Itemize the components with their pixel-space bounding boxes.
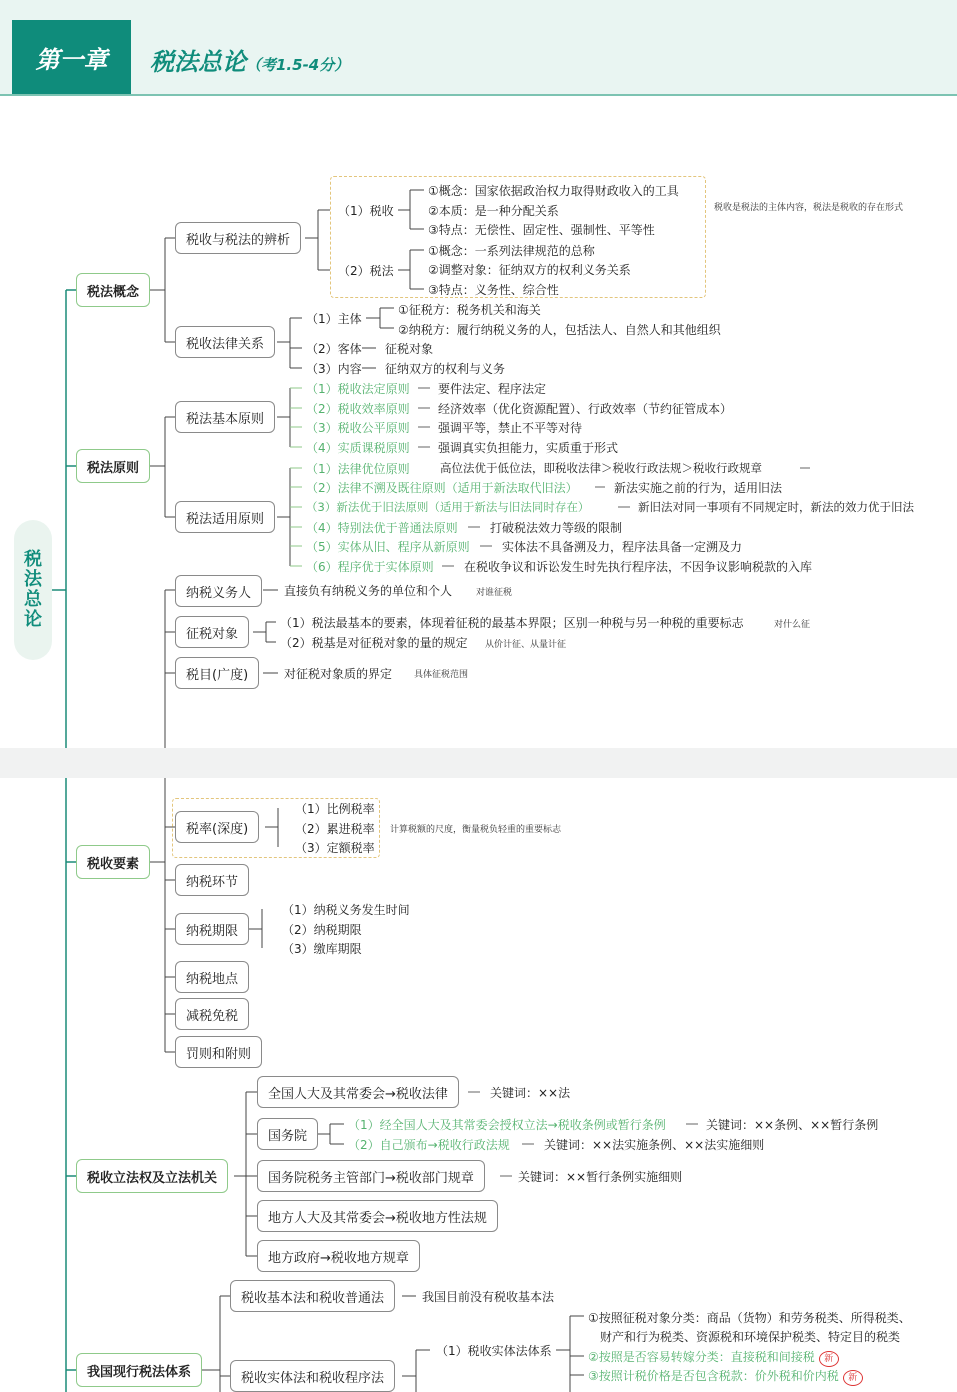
tax-object-item: （1）税法最基本的要素，体现着征税的最基本界限；区别一种税与另一种税的重要标志 xyxy=(280,616,744,630)
new-badge: 新 xyxy=(819,1351,839,1367)
tax-law-note: 税收是税法的主体内容，税法是税收的存在形式 xyxy=(714,203,904,213)
tax-period-item: （3）缴库期限 xyxy=(282,942,362,956)
application-principle: （2）法律不溯及既往原则（适用于新法取代旧法） xyxy=(306,481,578,495)
basic-principle-desc: 强调真实负担能力，实质重于形式 xyxy=(438,441,619,455)
node-tax-vs-law: 税收与税法的辨析 xyxy=(175,222,301,254)
substantive-law-item: ①按照征税对象分类：商品（货物）和劳务税类、所得税类、 xyxy=(588,1311,911,1325)
basic-principle: （3）税收公平原则 xyxy=(306,421,410,435)
application-principle: （3）新法优于旧法原则（适用于新法与旧法同时存在） xyxy=(306,500,590,514)
application-principle-desc: 高位法优于低位法，即税收法律＞税收行政法规＞税收行政规章 xyxy=(440,461,762,475)
node-taxpayer: 纳税义务人 xyxy=(175,575,262,607)
relation-object-value: 征税对象 xyxy=(385,342,434,356)
basic-principle-desc: 要件法定、程序法定 xyxy=(438,382,547,396)
chapter-number: 第一章 xyxy=(12,20,131,94)
basic-principle-desc: 经济效率（优化资源配置）、行政效率（节约征管成本） xyxy=(438,402,733,416)
tax-period-item: （2）纳税期限 xyxy=(282,923,362,937)
relation-subject-item: ①征税方：税务机关和海关 xyxy=(398,303,541,317)
substantive-law-item xyxy=(588,1348,839,1367)
application-principle-desc: 实体法不具备溯及力，程序法具备一定溯及力 xyxy=(502,540,743,554)
tax-rate-item: （2）累进税率 xyxy=(295,822,375,836)
tax-base-note: 从价计征、从量计征 xyxy=(485,640,567,650)
chapter-score: （考1.5-4分） xyxy=(246,56,350,74)
relation-content: （3）内容 xyxy=(306,362,362,376)
node-application-principles: 税法适用原则 xyxy=(175,501,275,533)
application-principle-desc: 新法实施之前的行为，适用旧法 xyxy=(614,481,783,495)
application-principle: （4）特别法优于普通法原则 xyxy=(306,521,458,535)
node-tax-department: 国务院税务主管部门→税收部门规章 xyxy=(257,1160,485,1192)
node-tax-law-concept: 税法概念 xyxy=(76,273,150,307)
tax-department-keyword: 关键词：××暂行条例实施细则 xyxy=(518,1170,683,1184)
state-council-keyword: 关键词：××法实施条例、××法实施细则 xyxy=(544,1138,765,1152)
root-char: 总 xyxy=(24,589,42,610)
tax-period-item: （1）纳税义务发生时间 xyxy=(282,903,410,917)
node-tax-relief: 减税免税 xyxy=(175,998,249,1030)
law-label: （2）税法 xyxy=(338,264,394,278)
tax-item: ①概念：国家依据政治权力取得财政收入的工具 xyxy=(428,184,679,198)
application-principle-desc: 新旧法对同一事项有不同规定时，新法的效力优于旧法 xyxy=(638,500,914,514)
root-char: 论 xyxy=(24,608,42,630)
node-basic-general-law: 税收基本法和税收普通法 xyxy=(230,1280,395,1312)
root-char: 税 xyxy=(24,549,42,571)
node-state-council: 国务院 xyxy=(257,1118,318,1150)
relation-subject-item: ②纳税方：履行纳税义务的人，包括法人、自然人和其他组织 xyxy=(398,323,721,337)
law-item: ①概念：一系列法律规范的总称 xyxy=(428,244,595,258)
tax-rate-item: （1）比例税率 xyxy=(295,802,375,816)
application-principle: （1）法律优位原则 xyxy=(306,462,410,476)
node-tax-elements: 税收要素 xyxy=(76,845,150,879)
taxpayer-text: 直接负有纳税义务的单位和个人 xyxy=(284,584,453,598)
node-legislative-power: 税收立法权及立法机关 xyxy=(76,1159,228,1193)
substantive-law-item xyxy=(588,1367,863,1386)
basic-principle: （1）税收法定原则 xyxy=(306,382,410,396)
law-item: ②调整对象：征纳双方的权利义务关系 xyxy=(428,263,631,277)
node-tax-period: 纳税期限 xyxy=(175,913,249,945)
basic-principle: （2）税收效率原则 xyxy=(306,402,410,416)
tax-item-note: 具体征税范围 xyxy=(414,670,469,680)
tax-object-item: （2）税基是对征税对象的量的规定 xyxy=(280,636,468,650)
application-principle-desc: 打破税法效力等级的限制 xyxy=(490,521,623,535)
tax-rate-item: （3）定额税率 xyxy=(295,841,375,855)
npc-keyword: 关键词：××法 xyxy=(490,1086,571,1100)
new-badge: 新 xyxy=(843,1370,863,1386)
node-substantive-procedural-law: 税收实体法和税收程序法 xyxy=(230,1360,395,1392)
node-tax-legal-relation: 税收法律关系 xyxy=(175,326,275,358)
application-principle: （6）程序优于实体原则 xyxy=(306,560,434,574)
node-local-congress: 地方人大及其常委会→税收地方性法规 xyxy=(257,1200,498,1232)
relation-content-value: 征纳双方的权利与义务 xyxy=(385,362,506,376)
relation-object: （2）客体 xyxy=(306,342,362,356)
tax-item: ③特点：无偿性、固定性、强制性、平等性 xyxy=(428,223,655,237)
node-basic-principles: 税法基本原则 xyxy=(175,401,275,433)
tax-item: ②本质：是一种分配关系 xyxy=(428,204,559,218)
node-local-government: 地方政府→税收地方规章 xyxy=(257,1240,420,1272)
node-tax-item: 税目(广度) xyxy=(175,657,259,689)
relation-subject: （1）主体 xyxy=(306,312,362,326)
substantive-law-system: （1）税收实体法体系 xyxy=(436,1344,552,1358)
tax-object-note: 对什么征 xyxy=(774,620,811,630)
tax-item-text: 对征税对象质的界定 xyxy=(284,667,393,681)
law-item: ③特点：义务性、综合性 xyxy=(428,283,559,297)
state-council-item: （1）经全国人大及其常委会授权立法→税收条例或暂行条例 xyxy=(348,1118,666,1132)
basic-law-text: 我国目前没有税收基本法 xyxy=(422,1290,555,1304)
node-tax-law-system: 我国现行税法体系 xyxy=(76,1353,202,1387)
node-npc: 全国人大及其常委会→税收法律 xyxy=(257,1076,459,1108)
basic-principle-desc: 强调平等，禁止不平等对待 xyxy=(438,421,583,435)
state-council-keyword: 关键词：××条例、××暂行条例 xyxy=(706,1118,879,1132)
substantive-law-item-text: ②按照是否容易转嫁分类：直接税和间接税 xyxy=(588,1350,815,1364)
root-char: 法 xyxy=(24,569,42,591)
substantive-law-item-text: ③按照计税价格是否包含税款：价外税和价内税 xyxy=(588,1369,839,1383)
application-principle: （5）实体从旧、程序从新原则 xyxy=(306,540,470,554)
basic-principle: （4）实质课税原则 xyxy=(306,441,410,455)
taxpayer-note: 对谁征税 xyxy=(476,588,513,598)
substantive-law-item: 财产和行为税类、资源税和环境保护税类、特定目的税类 xyxy=(600,1330,901,1344)
tax-label: （1）税收 xyxy=(338,204,394,218)
tax-rate-note: 计算税额的尺度，衡量税负轻重的重要标志 xyxy=(390,825,562,835)
state-council-item: （2）自己颁布→税收行政法规 xyxy=(348,1138,510,1152)
chapter-title-text: 税法总论 xyxy=(150,48,246,76)
application-principle-desc: 在税收争议和诉讼发生时先执行程序法，不因争议影响税款的入库 xyxy=(464,560,813,574)
node-tax-link: 纳税环节 xyxy=(175,864,249,896)
node-tax-place: 纳税地点 xyxy=(175,961,249,993)
node-tax-principles: 税法原则 xyxy=(76,449,150,483)
node-tax-object: 征税对象 xyxy=(175,616,249,648)
node-penalty: 罚则和附则 xyxy=(175,1036,262,1068)
node-tax-rate: 税率(深度) xyxy=(175,811,259,843)
